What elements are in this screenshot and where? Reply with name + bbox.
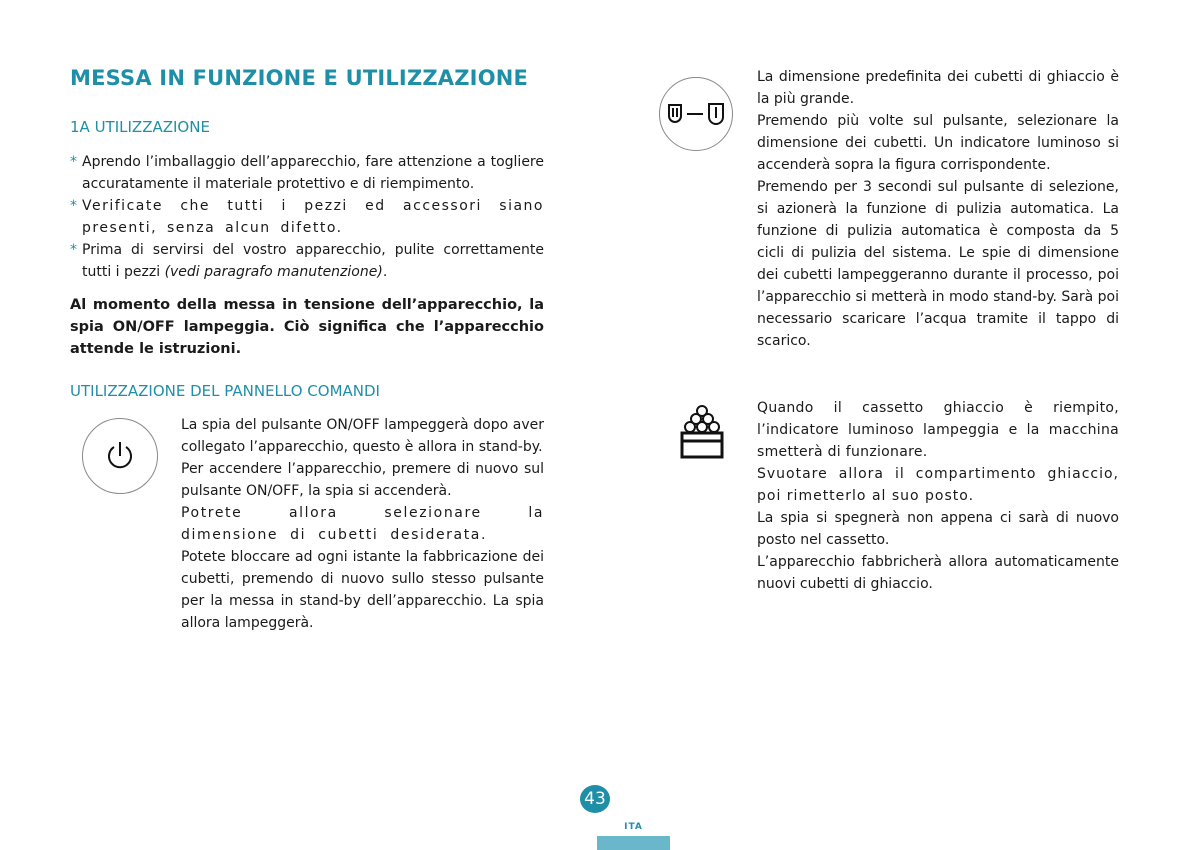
- full-ice-drawer-illustration: [679, 402, 725, 460]
- size-selector-illustration: [659, 77, 733, 151]
- size-selection-text: [757, 66, 1119, 352]
- paragraph: La spia del pulsante ON/OFF lampeggerà dopo aver collegato l’apparecchio, questo è allora in stand-by.: [181, 417, 544, 455]
- page-number: 43: [580, 785, 610, 813]
- section-number: 1: [70, 118, 80, 136]
- page-title: MESSA IN FUNZIONE E UTILIZZAZIONE: [70, 66, 529, 90]
- paragraph: Svuotare allora il compartimento ghiaccio, poi rimetterlo al suo posto.: [757, 466, 1119, 504]
- list-item: * Aprendo l’imballaggio dell’apparecchio, fare attenzione a togliere accuratamente il materiale protettivo e di riempimento.: [70, 151, 544, 195]
- paragraph: Per accendere l’apparecchio, premere di nuovo sul pulsante ON/OFF, la spia si accenderà.: [181, 461, 544, 499]
- instruction-list: [70, 151, 544, 283]
- power-button-illustration: [82, 418, 158, 494]
- ice-bucket-icon: [679, 402, 725, 460]
- paragraph: Premendo per 3 secondi sul pulsante di selezione, si azionerà la funzione di pulizia automatica. La funzione di pulizia automatica è composta da 5 cicli di pulizia del sistema. Le spie di dimensione dei cubetti lampeggeranno durante il processo, poi l’apparecchio si metterà in modo stand-by. Sarà poi necessario scaricare l’acqua tramite il tappo di scarico.: [757, 179, 1119, 349]
- language-label: ITA: [624, 822, 643, 832]
- control-panel-text: [181, 414, 544, 634]
- paragraph: Quando il cassetto ghiaccio è riempito, l’indicatore luminoso lampeggia e la macchina smetterà di funzionare.: [757, 400, 1119, 460]
- section-heading-pannello: UTILIZZAZIONE DEL PANNELLO COMANDI: [70, 382, 380, 400]
- power-icon: [105, 440, 135, 472]
- paragraph: La dimensione predefinita dei cubetti di ghiaccio è la più grande.: [757, 69, 1119, 107]
- paragraph: Premendo più volte sul pulsante, selezionare la dimensione dei cubetti. Un indicatore luminoso si accenderà sopra la figura corrispondente.: [757, 113, 1119, 173]
- standby-notice: Al momento della messa in tensione dell’apparecchio, la spia ON/OFF lampeggia. Ciò significa che l’apparecchio attende le istruzioni.: [70, 297, 544, 357]
- section-title: A UTILIZZAZIONE: [79, 118, 210, 136]
- paragraph: Potete bloccare ad ogni istante la fabbricazione dei cubetti, premendo di nuovo sullo stesso pulsante per la messa in stand-by dell’apparecchio. La spia allora lampeggerà.: [181, 549, 544, 631]
- list-item: * Prima di servirsi del vostro apparecchio, pulite correttamente tutti i pezzi (vedi paragrafo manutenzione).: [70, 239, 544, 283]
- paragraph: L’apparecchio fabbricherà allora automaticamente nuovi cubetti di ghiaccio.: [757, 554, 1119, 592]
- asterisk-icon: *: [70, 198, 79, 214]
- language-tab-bar: [597, 836, 670, 850]
- list-item: * Verificate che tutti i pezzi ed accessori siano presenti, senza alcun difetto.: [70, 195, 544, 239]
- asterisk-icon: *: [70, 242, 77, 258]
- ice-size-icon: [667, 102, 725, 126]
- paragraph: La spia si spegnerà non appena ci sarà di nuovo posto nel cassetto.: [757, 510, 1119, 548]
- asterisk-icon: *: [70, 154, 77, 170]
- section-heading-utilizzazione: [70, 118, 210, 136]
- full-drawer-text: [757, 397, 1119, 595]
- paragraph: Potrete allora selezionare la dimensione di cubetti desiderata.: [181, 505, 544, 543]
